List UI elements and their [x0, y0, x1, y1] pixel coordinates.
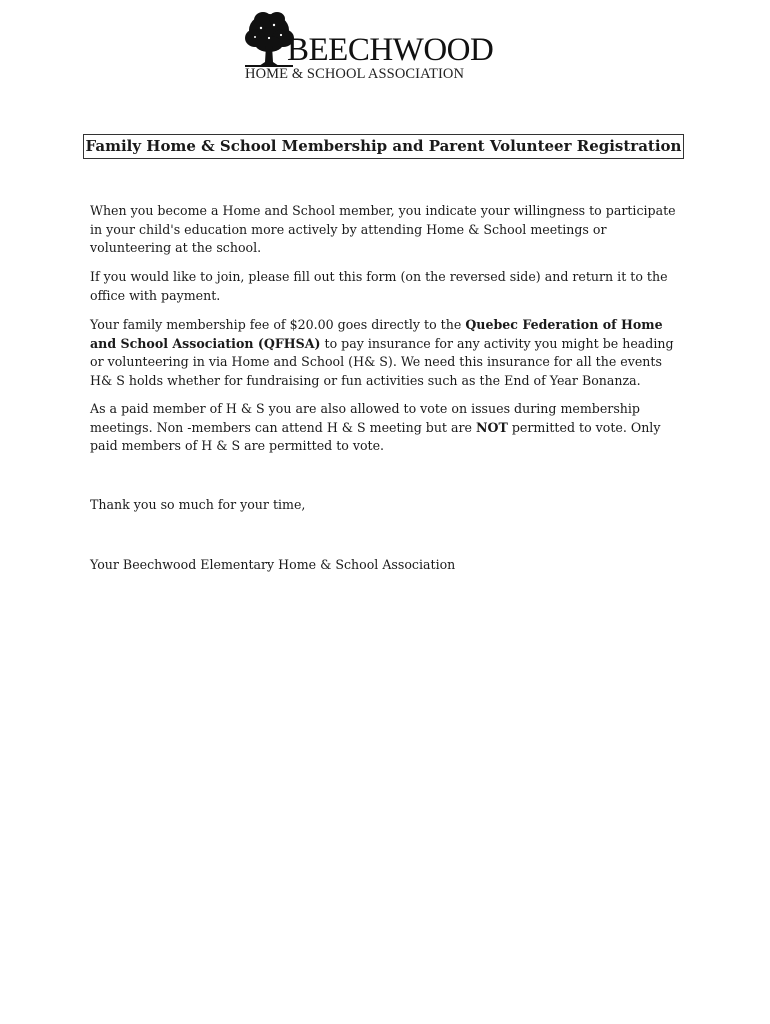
voting-paragraph	[90, 400, 690, 456]
qfhsa-name: Quebec Federation of Home and School Association (QFHSA)	[90, 317, 663, 351]
logo-name: BEECHWOOD	[287, 32, 494, 68]
thanks-line: Thank you so much for your time,	[90, 497, 306, 512]
signoff-line: Your Beechwood Elementary Home & School Association	[90, 557, 456, 572]
intro-paragraph: When you become a Home and School member, you indicate your willingness to participate in your child's education more actively by attending Home & School meetings or volunteering at the school.	[90, 203, 676, 255]
join-paragraph: If you would like to join, please fill out this form (on the reversed side) and return it to the office with payment.	[90, 269, 668, 303]
fee-text-end: to pay insurance for any activity you might be heading or volunteering in via Home and School (H& S). We need this insurance for all the events H& S holds whether for fundraising or fun activities such as the End of Year Bonanza.	[90, 335, 674, 388]
form-title: Family Home & School Membership and Parent Volunteer Registration	[83, 134, 684, 159]
fee-text-start: Your family membership fee of $20.00 goes directly to the	[90, 317, 466, 332]
voting-text-end: permitted to vote. Only paid members of H & S are permitted to vote.	[90, 419, 661, 453]
beechwood-logo	[243, 10, 493, 82]
voting-text-start: As a paid member of H & S you are also allowed to vote on issues during membership meetings. Non -members can attend H & S meeting but are	[90, 401, 640, 435]
logo-subtitle: HOME & SCHOOL ASSOCIATION	[245, 66, 465, 82]
not-emphasis: NOT	[476, 419, 508, 435]
fee-paragraph	[90, 316, 690, 390]
